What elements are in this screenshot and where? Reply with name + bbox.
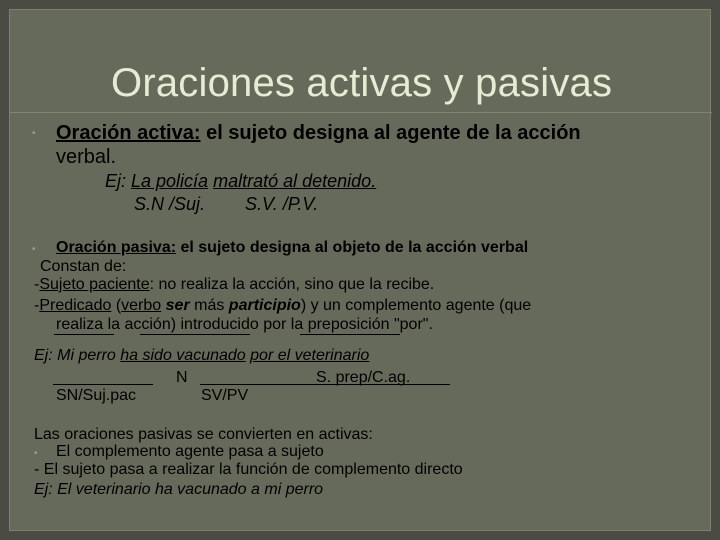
page-title: Oraciones activas y pasivas — [111, 61, 613, 105]
bullet-icon: • — [32, 244, 36, 255]
example-subject: La policía — [131, 171, 209, 191]
label-snsuj: SN/Suj.pac — [56, 387, 137, 404]
conversion-step-2: - El sujeto pasa a realizar la función de complemento directo — [34, 461, 463, 478]
bullet-icon: • — [34, 448, 38, 459]
text-fragment: ) y un complemento agente (que — [300, 297, 532, 314]
constan-de: Constan de: — [40, 258, 127, 275]
passive-text: el sujeto designa al objeto de la acción verbal — [176, 239, 529, 256]
title-rule — [10, 112, 712, 113]
underline-dash — [53, 384, 153, 385]
passive-definition — [56, 239, 528, 257]
bullet-icon: • — [32, 128, 36, 139]
active-line2: verbal. — [56, 146, 117, 168]
underline-dash — [300, 334, 400, 335]
item-dash: - — [34, 276, 40, 293]
text-ser: ser — [165, 297, 190, 314]
item-sujeto-text: : no realiza la acción, sino que la recibe. — [149, 276, 435, 293]
active-labels: S.N /Suj. S.V. /P.V. — [134, 194, 319, 214]
example-prefix: Ej: Mi perro — [34, 347, 121, 364]
item-predicado — [34, 297, 531, 315]
item-sujeto-paciente — [34, 276, 434, 294]
active-text: el sujeto designa al agente de la acción — [200, 122, 581, 144]
passive-heading: Oración pasiva: — [56, 239, 177, 256]
underline-dash — [54, 334, 114, 335]
active-example — [105, 171, 376, 192]
label-sprep: S. prep/C.ag. — [316, 369, 411, 386]
active-heading: Oración activa: — [56, 122, 201, 144]
text-fragment: ( — [111, 297, 122, 314]
underline-dash — [140, 334, 250, 335]
text-verbo: verbo — [121, 297, 162, 314]
item-sujeto-heading: Sujeto paciente — [39, 276, 150, 293]
example-agent: por el veterinario — [250, 347, 370, 364]
example-verb: ha sido vacunado — [120, 347, 246, 364]
item-predicado-heading: Predicado — [39, 297, 112, 314]
slide — [9, 9, 711, 531]
example-prefix: Ej: — [105, 171, 132, 191]
conversion-intro: Las oraciones pasivas se convierten en activas: — [34, 426, 373, 443]
conversion-example: Ej: El veterinario ha vacunado a mi perro — [34, 481, 324, 498]
text-fragment: más — [189, 297, 229, 314]
active-definition — [56, 122, 581, 145]
label-svpv: SV/PV — [201, 387, 249, 404]
item-dash: - — [34, 297, 40, 314]
text-participio: participio — [228, 297, 301, 314]
label-n: N — [176, 369, 188, 386]
example-predicate: maltrató al detenido. — [213, 171, 377, 191]
conversion-step-1: El complemento agente pasa a sujeto — [56, 443, 324, 460]
item-predicado-line2: realiza la acción) introducido por la preposición "por". — [56, 316, 433, 333]
passive-example — [34, 347, 369, 365]
